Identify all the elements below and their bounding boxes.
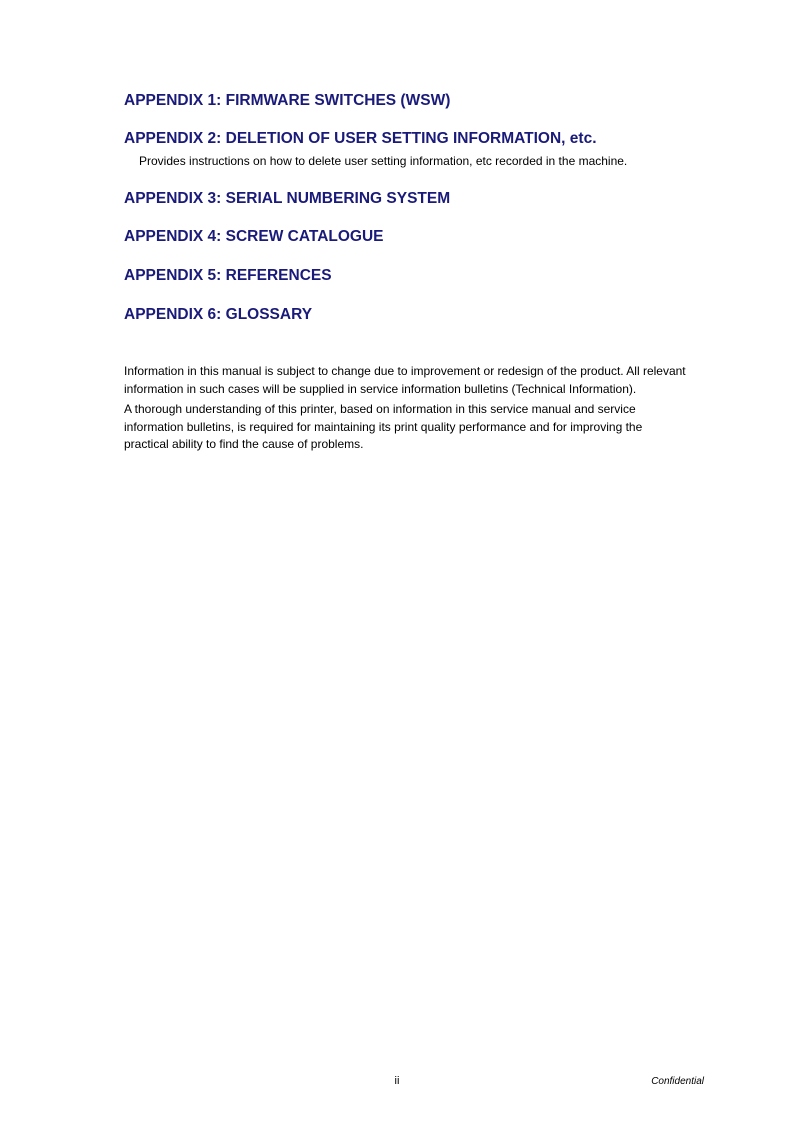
confidential-label: Confidential — [651, 1076, 704, 1087]
appendix-2-description: Provides instructions on how to delete user setting information, etc recorded in the machine. — [139, 154, 628, 168]
page-number: ii — [394, 1075, 400, 1087]
appendix-5-title: APPENDIX 5: REFERENCES — [124, 267, 332, 284]
info-paragraph-understanding: A thorough understanding of this printer, based on information in this service manual and service information bulletins, is required for maintaining its print quality performance and for improving the practical ability to find the cause of problems. — [124, 402, 643, 451]
appendix-4-title: APPENDIX 4: SCREW CATALOGUE — [124, 228, 384, 245]
info-paragraph-change-notice: Information in this manual is subject to change due to improvement or redesign of the product. All relevant information in such cases will be supplied in service information bulletins (Technical Information). — [124, 364, 686, 396]
appendix-2-title: APPENDIX 2: DELETION OF USER SETTING INFORMATION, etc. — [124, 130, 597, 147]
appendix-3-title: APPENDIX 3: SERIAL NUMBERING SYSTEM — [124, 190, 451, 207]
appendix-6-title: APPENDIX 6: GLOSSARY — [124, 306, 313, 323]
appendix-1-title: APPENDIX 1: FIRMWARE SWITCHES (WSW) — [124, 92, 451, 109]
info-notice — [124, 363, 689, 457]
